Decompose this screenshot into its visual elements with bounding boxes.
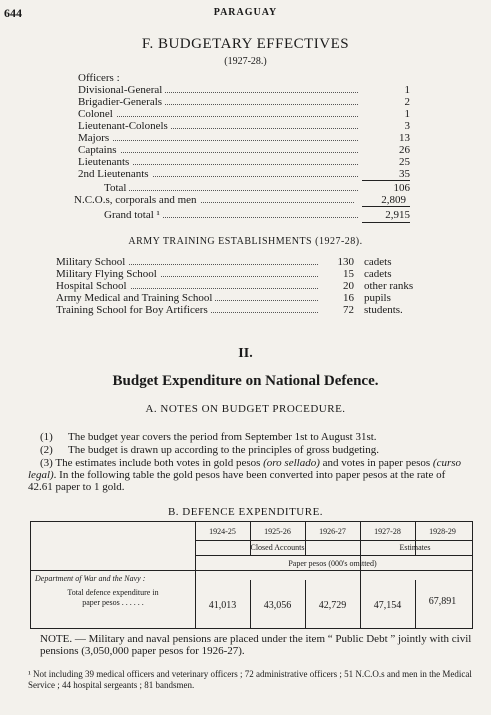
school-row: Army Medical and Training School 16 pupils [56,292,391,304]
year-header: 1925-26 [264,527,291,536]
officer-row: Lieutenants 25 [78,156,410,168]
army-training-heading: ARMY TRAINING ESTABLISHMENTS (1927-28). [128,236,363,247]
year-header: 1928-29 [429,527,456,536]
row-label-2: paper pesos . . . . . . [82,598,144,607]
estimates-header: Estimates [399,543,431,552]
running-head: PARAGUAY [213,7,278,18]
school-row: Military School 130 cadets [56,256,392,268]
unit-header: Paper pesos (000's omitted) [288,559,377,568]
footnote: ¹ Not including 39 medical officers and veterinary officers ; 72 administrative officers ; 51 N.C.O.s and men in the Medical Service ; 44 hospital sergeants ; 81 bandsmen. [28,669,472,690]
year-header: 1927-28 [374,527,401,536]
document-page: 644 PARAGUAY F. BUDGETARY EFFECTIVES (1927-28.) Officers : Divisional-General 1 Brigadier-Generals 2 Colonel 1 Lieutenant-Colonels 3 Majors 13 Captains 26 Lieutenants 25 2nd Lieutenants 35 Total 106 N.C.O.s, corporals and men 2,809 Grand total ¹ 2,915 ARMY TRAINING ESTABLISHMENTS (1927-28). Military School 130 cadets Military Flying School 15 cadets Hospital School 20 other ranks Army Medical and Training School 16 pupils Training School for Boy Artificers 72 students. II. Budget Expenditure on National Defence. A. NOTES ON BUDGET PROCEDURE. (1) The budget year covers the period from September 1st to August 31st. (2) The budget is drawn up according to the principles of gross budgeting. (3) The estimates include both votes in gold pesos (oro sellado) and votes in paper pesos (curso legal). In the following table the gold pesos have been converted into paper pesos at the rate of 42.61 paper to 1 gold. B. DEFENCE EXPENDITURE. 1924-25 1925-26 1926-27 1927-28 1928-29 Closed Accounts Estimates Paper pesos (000's omitted) Department of War and the Navy : Total defence expenditure in paper pesos . . . . . . 41,013 43,056 42,729 47,154 67,891 NOTE. — Military and naval pensions are placed under the item “ Public Debt ” jointly with civil pensions (3,050,000 paper pesos for 1926-27). ¹ Not including 39 medical officers and veterinary officers ; 72 administrative officers ; 51 N.C.O.s and men in the Medical Service ; 44 hospital sergeants ; 81 bandsmen. [0,0,491,715]
officer-row: Divisional-General 1 [78,84,410,96]
value-cell: 47,154 [373,600,402,611]
value-cell: 42,729 [318,600,347,611]
officer-row: 2nd Lieutenants 35 [78,168,410,180]
grand-total-rule [362,222,410,223]
total-row: Total 106 [104,182,410,194]
officer-row: Captains 26 [78,144,410,156]
school-row: Training School for Boy Artificers 72 students. [56,304,403,316]
grand-total-row: Grand total ¹ 2,915 [104,209,410,221]
row-label-1: Total defence expenditure in [67,588,159,597]
part-title: Budget Expenditure on National Defence. [112,373,379,389]
officer-row: Brigadier-Generals 2 [78,96,410,108]
page-number: 644 [4,6,22,20]
year-header: 1924-25 [209,527,236,536]
value-cell: 43,056 [263,600,292,611]
subtotal-rule [362,180,410,181]
note-item-3: (3) The estimates include both votes in gold pesos (oro sellado) and votes in paper pesos (curso legal). In the following table the gold pesos have been converted into paper pesos at the rate of 42.61 paper to 1 gold. [28,457,462,493]
defence-expenditure-table [30,521,473,629]
total-rule [362,206,410,207]
nco-row: N.C.O.s, corporals and men 2,809 [74,194,406,206]
school-row: Hospital School 20 other ranks [56,280,414,292]
officers-label: Officers : [78,72,120,84]
section-f-heading: F. BUDGETARY EFFECTIVES [141,36,350,52]
part-numeral: II. [238,346,253,361]
school-row: Military Flying School 15 cadets [56,268,392,280]
officer-row: Majors 13 [78,132,410,144]
value-cell: 41,013 [208,600,237,611]
year-header: 1926-27 [319,527,346,536]
section-f-year: (1927-28.) [224,56,267,67]
officer-row: Lieutenant-Colonels 3 [78,120,410,132]
value-cell: 67,891 [428,596,457,607]
section-a-heading: A. NOTES ON BUDGET PROCEDURE. [145,403,346,415]
officer-row: Colonel 1 [78,108,410,120]
department-label: Department of War and the Navy : [35,574,146,583]
table-note: NOTE. — Military and naval pensions are placed under the item “ Public Debt ” jointly with civil pensions (3,050,000 paper pesos for 1926-27). [40,633,472,657]
closed-accounts-header: Closed Accounts [250,543,305,552]
section-b-heading: B. DEFENCE EXPENDITURE. [167,506,324,518]
